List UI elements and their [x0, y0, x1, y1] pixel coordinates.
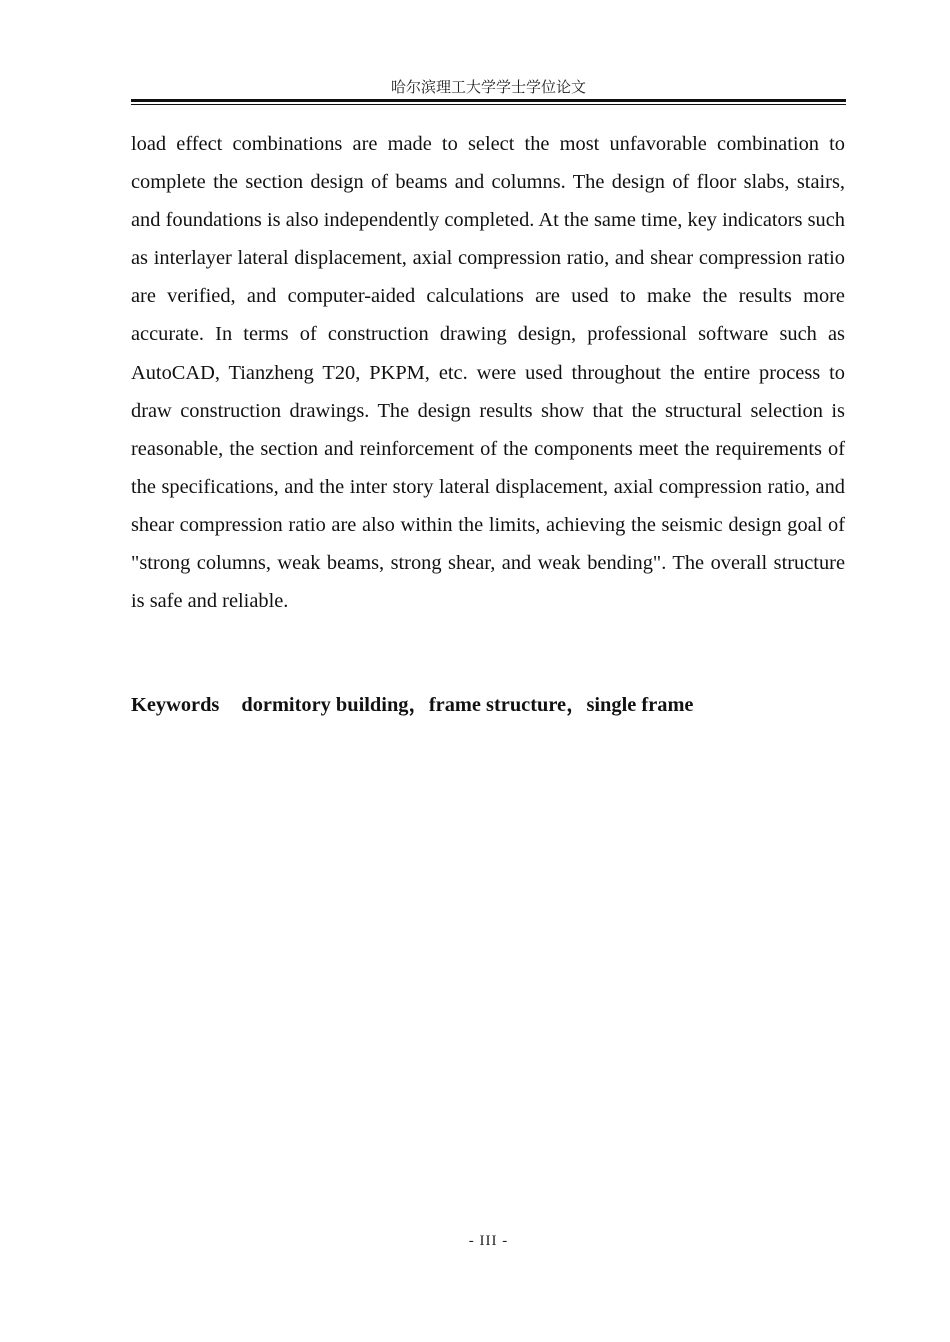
keywords-line — [131, 689, 845, 721]
keywords-label: Keywords — [131, 694, 220, 716]
keywords-list: dormitory building，frame structure，single frame — [241, 694, 694, 716]
header-rule-thin — [131, 104, 846, 105]
running-header: 哈尔滨理工大学学士学位论文 — [390, 80, 586, 96]
header-rule-thick — [131, 99, 846, 102]
abstract-paragraph: load effect combinations are made to select the most unfavorable combination to complete the section design of beams and columns. The design of floor slabs, stairs, and foundations is also independently completed. At the same time, key indicators such as interlayer lateral displacement, axial compression ratio, and shear compression ratio are verified, and computer-aided calculations are used to make the results more accurate. In terms of construction drawing design, professional software such as AutoCAD, Tianzheng T20, PKPM, etc. were used throughout the entire process to draw construction drawings. The design results show that the structural selection is reasonable, the section and reinforcement of the components meet the requirements of the specifications, and the inter story lateral displacement, axial compression ratio, and shear compression ratio are also within the limits, achieving the seismic design goal of "strong columns, weak beams, strong shear, and weak bending". The overall structure is safe and reliable. — [131, 133, 845, 613]
page-number: - III - — [468, 1233, 509, 1249]
